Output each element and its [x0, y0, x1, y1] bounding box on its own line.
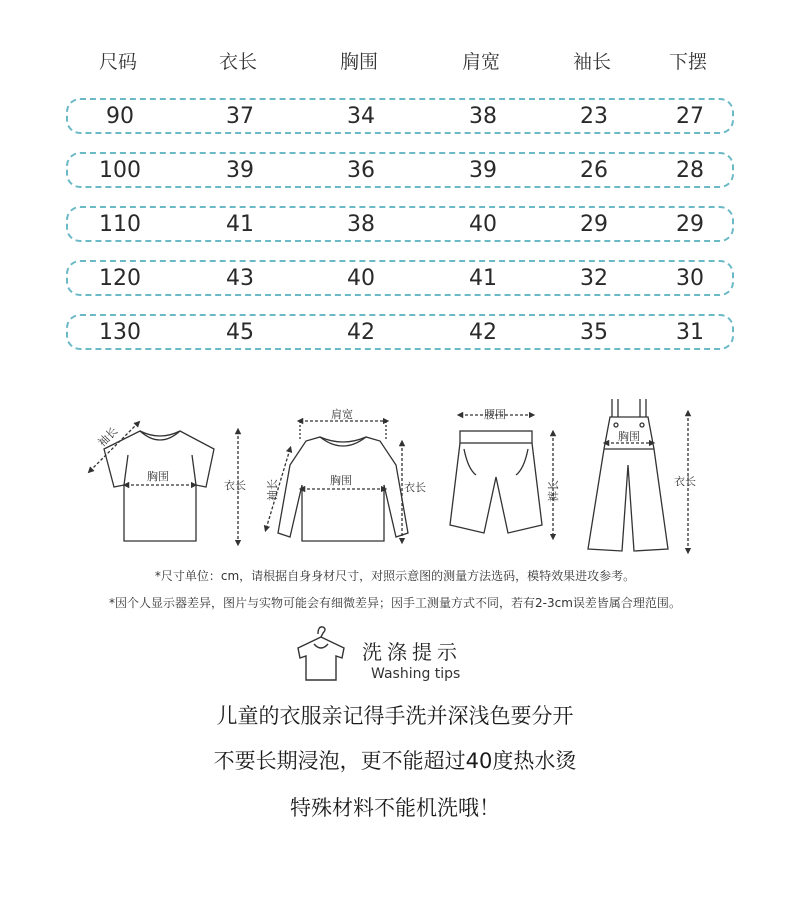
table-row [66, 152, 734, 188]
shorts-inseam-label: 裤长 [547, 480, 560, 502]
washing-title: 洗涤提示 [362, 640, 462, 664]
washing-tip-3: 特殊材料不能机洗哦！ [290, 796, 500, 820]
cell-chest: 38 [347, 211, 375, 237]
tshirt-chest-label: 胸围 [147, 470, 169, 483]
sweater-length-label: 衣长 [404, 481, 426, 494]
cell-chest: 42 [347, 319, 375, 345]
header-shoulder: 肩宽 [461, 50, 501, 73]
cell-length: 43 [226, 265, 254, 291]
header-chest: 胸围 [339, 50, 379, 73]
washing-tip-1: 儿童的衣服亲记得手洗并深浅色要分开 [216, 704, 574, 728]
cell-sleeve: 35 [580, 319, 608, 345]
cell-shoulder: 41 [469, 265, 497, 291]
size-note: *尺寸单位：cm，请根据自身身材尺寸，对照示意图的测量方法选码，模特效果进攻参考。 [154, 569, 636, 583]
sweater-shoulder-label: 肩宽 [331, 408, 353, 421]
cell-size: 110 [99, 211, 141, 237]
measurement-diagrams [0, 385, 790, 560]
tshirt-icon [104, 431, 214, 541]
overalls-chest-label: 胸围 [618, 430, 640, 443]
tshirt-length-label: 衣长 [224, 479, 246, 492]
tshirt-sleeve-label: 袖长 [95, 424, 121, 450]
header-hem: 下摆 [668, 50, 708, 73]
cell-hem: 30 [676, 265, 704, 291]
overalls-length-label: 衣长 [674, 475, 696, 488]
cell-hem: 28 [676, 157, 704, 183]
washing-tip-2: 不要长期浸泡，更不能超过40度热水烫 [213, 749, 577, 773]
cell-length: 37 [226, 103, 254, 129]
cell-size: 130 [99, 319, 141, 345]
shorts-waist-label: 腰围 [484, 408, 506, 421]
overalls-icon [588, 399, 668, 551]
cell-chest: 40 [347, 265, 375, 291]
cell-size: 100 [99, 157, 141, 183]
cell-length: 39 [226, 157, 254, 183]
header-sleeve: 袖长 [572, 50, 612, 73]
shorts-icon [450, 431, 542, 533]
cell-sleeve: 29 [580, 211, 608, 237]
cell-hem: 29 [676, 211, 704, 237]
cell-hem: 31 [676, 319, 704, 345]
sweater-chest-label: 胸围 [330, 474, 352, 487]
cell-shoulder: 39 [469, 157, 497, 183]
cell-size: 120 [99, 265, 141, 291]
cell-size: 90 [106, 103, 134, 129]
cell-shoulder: 42 [469, 319, 497, 345]
cell-sleeve: 26 [580, 157, 608, 183]
cell-hem: 27 [676, 103, 704, 129]
cell-shoulder: 38 [469, 103, 497, 129]
sweater-sleeve-label: 袖长 [266, 479, 279, 501]
table-row [66, 98, 734, 134]
table-row [66, 314, 734, 350]
display-note: *因个人显示器差异，图片与实物可能会有细微差异；因手工测量方式不同，若有2-3cm误差皆属合理范围。 [109, 596, 681, 610]
cell-sleeve: 32 [580, 265, 608, 291]
header-size: 尺码 [98, 50, 138, 73]
hanger-shirt-icon [290, 622, 352, 684]
washing-subtitle: Washing tips [371, 666, 461, 682]
cell-length: 41 [226, 211, 254, 237]
table-row [66, 206, 734, 242]
cell-chest: 34 [347, 103, 375, 129]
cell-sleeve: 23 [580, 103, 608, 129]
cell-shoulder: 40 [469, 211, 497, 237]
header-length: 衣长 [218, 50, 258, 73]
size-table-header [0, 42, 790, 78]
cell-chest: 36 [347, 157, 375, 183]
cell-length: 45 [226, 319, 254, 345]
table-row [66, 260, 734, 296]
